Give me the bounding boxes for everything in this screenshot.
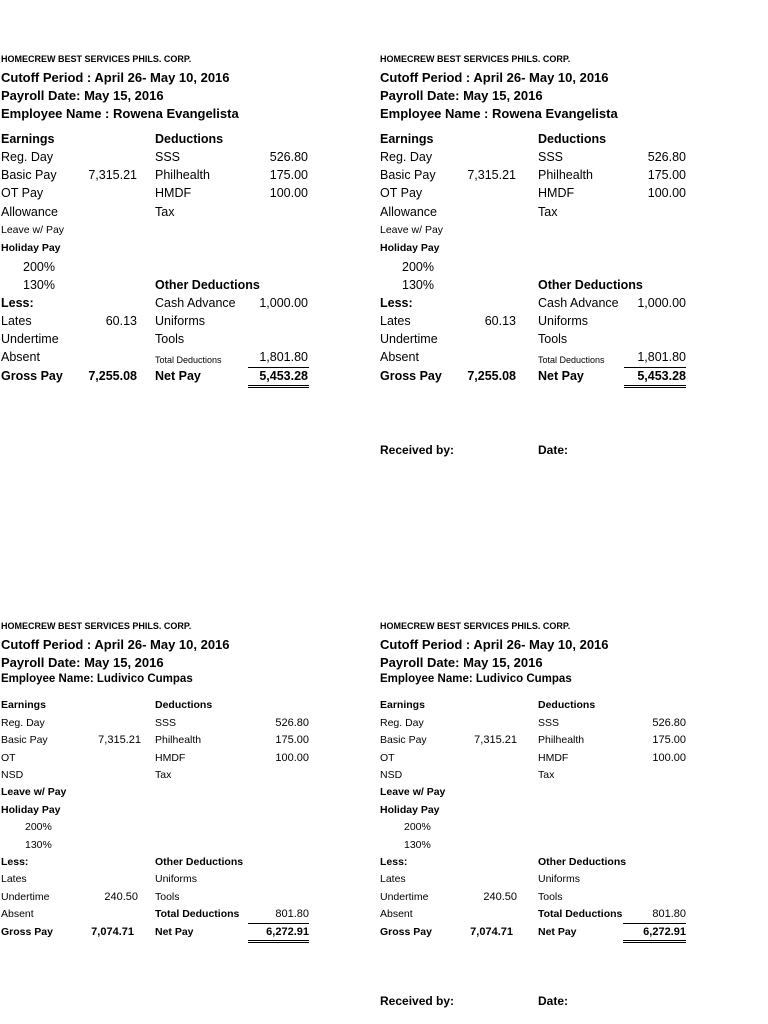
less-undertime: Undertime (380, 332, 438, 346)
company-name: HOMECREW BEST SERVICES PHILS. CORP. (1, 54, 192, 64)
philhealth-value: 175.00 (652, 734, 686, 746)
deductions-heading: Deductions (538, 132, 607, 146)
earnings-heading: Earnings (1, 699, 46, 711)
deduction-sss: SSS (155, 150, 181, 164)
deduction-sss: SSS (538, 717, 560, 729)
net-pay-label: Net Pay (538, 926, 577, 938)
earning-leave-with-pay: Leave w/ Pay (380, 224, 444, 236)
total-underline (623, 923, 686, 924)
earnings-heading: Earnings (380, 132, 434, 146)
other-deductions-heading: Other Deductions (155, 856, 244, 868)
sss-value: 526.80 (275, 717, 309, 729)
net-pay-label: Net Pay (155, 369, 201, 383)
hmdf-value: 100.00 (652, 752, 686, 764)
earning-ot: OT (1, 752, 16, 764)
holiday-200: 200% (23, 260, 55, 274)
sss-value: 526.80 (647, 150, 686, 164)
undertime-value: 240.50 (483, 891, 517, 903)
less-absent: Absent (1, 908, 34, 920)
net-pay-value: 5,453.28 (259, 369, 308, 383)
gross-pay-label: Gross Pay (1, 369, 63, 383)
other-cash-advance: Cash Advance (155, 296, 236, 310)
earning-reg-day: Reg. Day (1, 717, 45, 729)
holiday-200: 200% (25, 821, 52, 833)
earning-allowance: Allowance (1, 205, 58, 219)
earning-nsd: NSD (1, 769, 24, 781)
payslip-rowena-right (380, 54, 700, 457)
total-deductions-value: 801.80 (275, 908, 309, 920)
other-uniforms: Uniforms (538, 873, 581, 885)
company-name: HOMECREW BEST SERVICES PHILS. CORP. (380, 621, 571, 631)
deduction-philhealth: Philhealth (155, 734, 202, 746)
earning-reg-day: Reg. Day (1, 150, 54, 164)
deductions-heading: Deductions (155, 699, 213, 711)
total-deductions-label: Total Deductions (538, 355, 605, 365)
less-absent: Absent (380, 908, 413, 920)
less-absent: Absent (1, 350, 40, 364)
deduction-hmdf: HMDF (538, 752, 569, 764)
sss-value: 526.80 (652, 717, 686, 729)
gross-pay-label: Gross Pay (380, 369, 442, 383)
basic-pay-value: 7,315.21 (474, 734, 517, 746)
gross-pay-value: 7,255.08 (88, 369, 137, 383)
earning-ot-pay: OT Pay (380, 186, 423, 200)
employee-name: Employee Name: Ludivico Cumpas (380, 673, 572, 685)
undertime-value: 240.50 (104, 891, 138, 903)
basic-pay-value: 7,315.21 (88, 168, 137, 182)
employee-name: Employee Name : Rowena Evangelista (380, 106, 618, 121)
earning-basic-pay: Basic Pay (1, 734, 48, 746)
philhealth-value: 175.00 (269, 168, 308, 182)
date-label: Date: (538, 994, 569, 1008)
earning-holiday-pay: Holiday Pay (1, 804, 61, 816)
received-by-label: Received by: (380, 443, 455, 457)
total-deductions-label: Total Deductions (155, 908, 240, 920)
other-deductions-heading: Other Deductions (538, 278, 643, 292)
company-name: HOMECREW BEST SERVICES PHILS. CORP. (1, 621, 192, 631)
cutoff-period: Cutoff Period : April 26- May 10, 2016 (1, 70, 230, 85)
gross-pay-label: Gross Pay (380, 926, 432, 938)
less-lates: Lates (380, 314, 411, 328)
other-tools: Tools (538, 332, 568, 346)
less-heading: Less: (1, 856, 29, 868)
earning-holiday-pay: Holiday Pay (380, 804, 440, 816)
total-deductions-value: 1,801.80 (637, 350, 686, 364)
earning-reg-day: Reg. Day (380, 717, 424, 729)
deduction-tax: Tax (155, 769, 172, 781)
philhealth-value: 175.00 (647, 168, 686, 182)
total-deductions-label: Total Deductions (538, 908, 623, 920)
earning-nsd: NSD (380, 769, 403, 781)
deduction-philhealth: Philhealth (538, 168, 593, 182)
deduction-hmdf: HMDF (538, 186, 575, 200)
hmdf-value: 100.00 (647, 186, 686, 200)
date-label: Date: (538, 443, 569, 457)
gross-pay-value: 7,074.71 (470, 926, 513, 938)
earning-reg-day: Reg. Day (380, 150, 433, 164)
earning-ot: OT (380, 752, 395, 764)
basic-pay-value: 7,315.21 (467, 168, 516, 182)
holiday-130: 130% (402, 278, 434, 292)
earning-basic-pay: Basic Pay (380, 734, 427, 746)
holiday-130: 130% (23, 278, 55, 292)
payslip-ludivico-left (1, 621, 321, 1021)
holiday-130: 130% (404, 839, 431, 851)
earning-leave-with-pay: Leave w/ Pay (1, 786, 67, 798)
less-lates: Lates (1, 314, 32, 328)
payroll-date: Payroll Date: May 15, 2016 (380, 88, 543, 103)
gross-pay-value: 7,074.71 (91, 926, 134, 938)
cutoff-period: Cutoff Period : April 26- May 10, 2016 (380, 70, 609, 85)
deductions-heading: Deductions (538, 699, 596, 711)
net-pay-double-underline (623, 940, 686, 943)
payroll-date: Payroll Date: May 15, 2016 (1, 655, 164, 670)
cutoff-period: Cutoff Period : April 26- May 10, 2016 (1, 637, 230, 652)
net-pay-double-underline (248, 385, 309, 388)
sss-value: 526.80 (269, 150, 308, 164)
less-lates: Lates (1, 873, 27, 885)
net-pay-value: 6,272.91 (266, 926, 309, 938)
payroll-date: Payroll Date: May 15, 2016 (380, 655, 543, 670)
earnings-heading: Earnings (380, 699, 425, 711)
less-heading: Less: (380, 296, 413, 310)
total-underline (248, 367, 309, 368)
other-uniforms: Uniforms (538, 314, 589, 328)
holiday-200: 200% (402, 260, 434, 274)
earning-holiday-pay: Holiday Pay (380, 242, 440, 254)
cutoff-period: Cutoff Period : April 26- May 10, 2016 (380, 637, 609, 652)
other-tools: Tools (538, 891, 563, 903)
net-pay-value: 6,272.91 (643, 926, 686, 938)
deduction-tax: Tax (538, 769, 555, 781)
payslip-ludivico-right (380, 621, 700, 1021)
lates-value: 60.13 (484, 314, 516, 328)
payslip-rowena-left (1, 54, 321, 454)
earning-allowance: Allowance (380, 205, 437, 219)
deduction-philhealth: Philhealth (155, 168, 210, 182)
hmdf-value: 100.00 (269, 186, 308, 200)
earning-basic-pay: Basic Pay (380, 168, 436, 182)
company-name: HOMECREW BEST SERVICES PHILS. CORP. (380, 54, 571, 64)
total-underline (624, 367, 686, 368)
lates-value: 60.13 (105, 314, 137, 328)
total-deductions-value: 1,801.80 (259, 350, 308, 364)
deduction-sss: SSS (538, 150, 564, 164)
employee-name: Employee Name: Ludivico Cumpas (1, 673, 193, 685)
deduction-sss: SSS (155, 717, 177, 729)
less-undertime: Undertime (380, 891, 429, 903)
holiday-200: 200% (404, 821, 431, 833)
net-pay-value: 5,453.28 (637, 369, 686, 383)
net-pay-label: Net Pay (155, 926, 194, 938)
less-undertime: Undertime (1, 891, 50, 903)
earning-leave-with-pay: Leave w/ Pay (380, 786, 446, 798)
less-undertime: Undertime (1, 332, 59, 346)
net-pay-double-underline (624, 385, 686, 388)
hmdf-value: 100.00 (275, 752, 309, 764)
cash-advance-value: 1,000.00 (637, 296, 686, 310)
other-uniforms: Uniforms (155, 314, 206, 328)
less-heading: Less: (380, 856, 408, 868)
earnings-heading: Earnings (1, 132, 55, 146)
other-cash-advance: Cash Advance (538, 296, 619, 310)
deductions-heading: Deductions (155, 132, 224, 146)
total-deductions-value: 801.80 (652, 908, 686, 920)
net-pay-double-underline (248, 940, 309, 943)
deduction-hmdf: HMDF (155, 752, 186, 764)
less-absent: Absent (380, 350, 419, 364)
holiday-130: 130% (25, 839, 52, 851)
earning-basic-pay: Basic Pay (1, 168, 57, 182)
deduction-tax: Tax (155, 205, 175, 219)
total-deductions-label: Total Deductions (155, 355, 222, 365)
other-tools: Tools (155, 891, 180, 903)
employee-name: Employee Name : Rowena Evangelista (1, 106, 239, 121)
earning-holiday-pay: Holiday Pay (1, 242, 61, 254)
payroll-date: Payroll Date: May 15, 2016 (1, 88, 164, 103)
other-uniforms: Uniforms (155, 873, 198, 885)
less-heading: Less: (1, 296, 34, 310)
deduction-philhealth: Philhealth (538, 734, 585, 746)
deduction-tax: Tax (538, 205, 558, 219)
basic-pay-value: 7,315.21 (98, 734, 141, 746)
cash-advance-value: 1,000.00 (259, 296, 308, 310)
other-deductions-heading: Other Deductions (538, 856, 627, 868)
total-underline (248, 923, 309, 924)
earning-leave-with-pay: Leave w/ Pay (1, 224, 65, 236)
net-pay-label: Net Pay (538, 369, 584, 383)
gross-pay-label: Gross Pay (1, 926, 53, 938)
gross-pay-value: 7,255.08 (467, 369, 516, 383)
deduction-hmdf: HMDF (155, 186, 192, 200)
less-lates: Lates (380, 873, 406, 885)
philhealth-value: 175.00 (275, 734, 309, 746)
received-by-label: Received by: (380, 994, 455, 1008)
earning-ot-pay: OT Pay (1, 186, 44, 200)
other-tools: Tools (155, 332, 185, 346)
other-deductions-heading: Other Deductions (155, 278, 260, 292)
